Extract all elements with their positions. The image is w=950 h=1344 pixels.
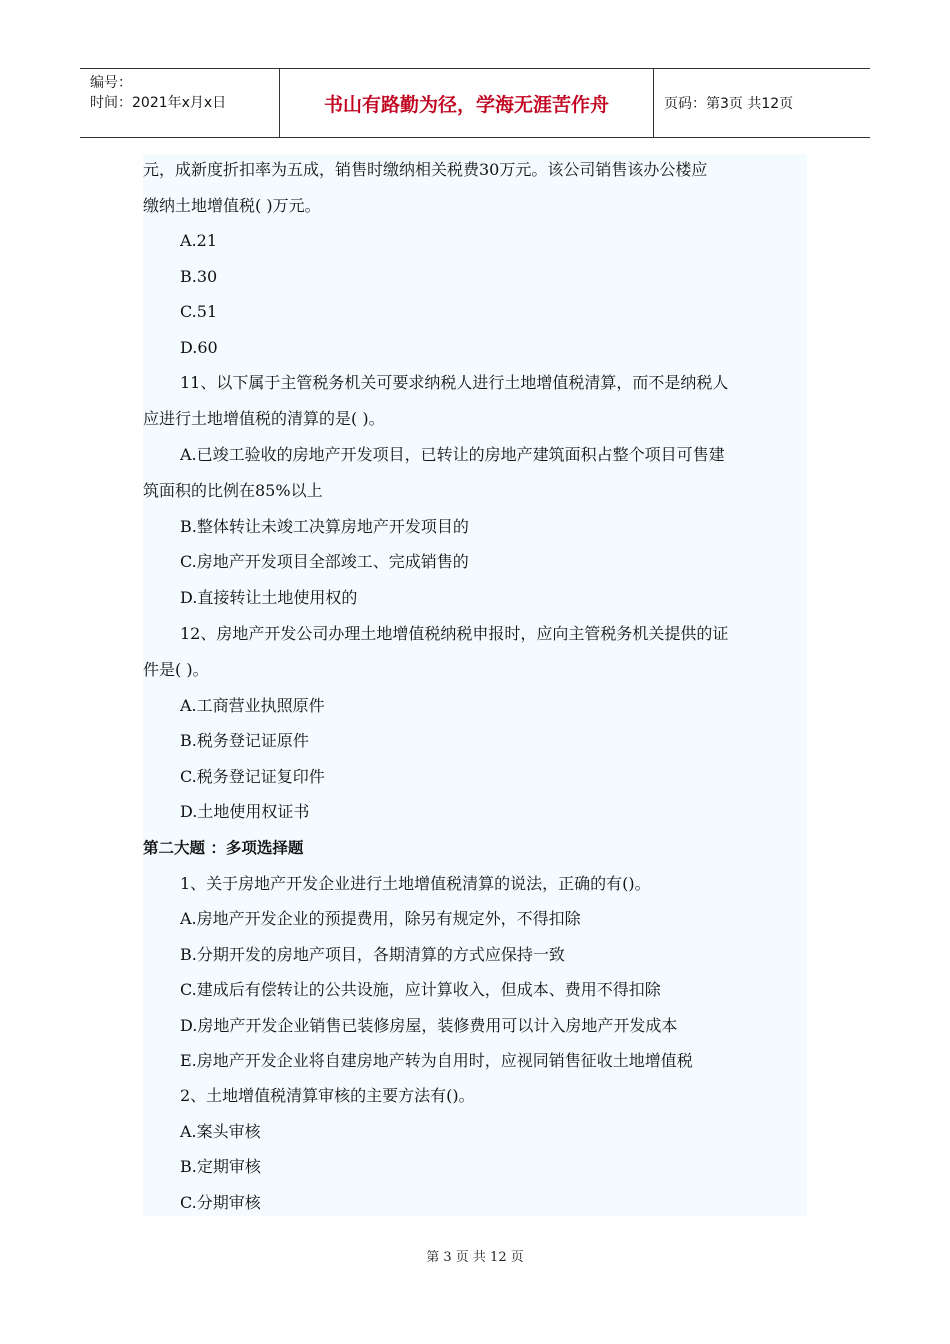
document-body bbox=[143, 154, 807, 1216]
option-line: B.定期审核 bbox=[180, 1157, 261, 1176]
option-line: B.整体转让未竣工决算房地产开发项目的 bbox=[180, 517, 469, 536]
option-line: C.税务登记证复印件 bbox=[180, 767, 325, 786]
option-line: C.建成后有偿转让的公共设施，应计算收入，但成本、费用不得扣除 bbox=[180, 980, 661, 999]
option-line: C.分期审核 bbox=[180, 1193, 261, 1212]
option-line: A.工商营业执照原件 bbox=[180, 696, 325, 715]
option-line: D.房地产开发企业销售已装修房屋，装修费用可以计入房地产开发成本 bbox=[180, 1016, 678, 1035]
option-line: D.直接转让土地使用权的 bbox=[180, 588, 358, 607]
header-motto: 书山有路勤为径，学海无涯苦作舟 bbox=[280, 69, 654, 137]
date-label: 时间：2021年x月x日 bbox=[90, 95, 227, 111]
option-line: E.房地产开发企业将自建房地产转为自用时，应视同销售征收土地增值税 bbox=[180, 1051, 693, 1070]
option-line: A.21 bbox=[180, 231, 217, 250]
option-line: C.房地产开发项目全部竣工、完成销售的 bbox=[180, 552, 469, 571]
header-meta bbox=[80, 69, 280, 137]
option-line: B.分期开发的房地产项目，各期清算的方式应保持一致 bbox=[180, 945, 565, 964]
number-label: 编号： bbox=[90, 75, 132, 91]
text-line: 缴纳土地增值税( )万元。 bbox=[143, 196, 321, 215]
question-line: 1、关于房地产开发企业进行土地增值税清算的说法，正确的有()。 bbox=[180, 874, 651, 893]
question-line: 11、以下属于主管税务机关可要求纳税人进行土地增值税清算，而不是纳税人 bbox=[180, 373, 729, 392]
option-line: D.60 bbox=[180, 338, 218, 357]
section-heading: 第二大题 ：多项选择题 bbox=[143, 839, 304, 857]
text-line: 应进行土地增值税的清算的是( )。 bbox=[143, 409, 385, 428]
header-page-info: 页码：第3页 共12页 bbox=[664, 96, 794, 112]
option-line: D.土地使用权证书 bbox=[180, 802, 310, 821]
question-line: 12、房地产开发公司办理土地增值税纳税申报时，应向主管税务机关提供的证 bbox=[180, 624, 729, 643]
question-line: 2、土地增值税清算审核的主要方法有()。 bbox=[180, 1086, 475, 1105]
page-footer: 第 3 页 共 12 页 bbox=[426, 1250, 524, 1265]
option-line: A.案头审核 bbox=[180, 1122, 261, 1141]
option-line: B.税务登记证原件 bbox=[180, 731, 309, 750]
page-header bbox=[80, 68, 870, 138]
option-line: A.已竣工验收的房地产开发项目，已转让的房地产建筑面积占整个项目可售建 bbox=[180, 445, 725, 464]
text-line: 元，成新度折扣率为五成，销售时缴纳相关税费30万元。该公司销售该办公楼应 bbox=[143, 160, 708, 179]
option-line: C.51 bbox=[180, 302, 218, 321]
text-line: 件是( )。 bbox=[143, 660, 209, 679]
text-line: 筑面积的比例在85%以上 bbox=[143, 481, 323, 500]
option-line: A.房地产开发企业的预提费用，除另有规定外，不得扣除 bbox=[180, 909, 581, 928]
option-line: B.30 bbox=[180, 267, 218, 286]
